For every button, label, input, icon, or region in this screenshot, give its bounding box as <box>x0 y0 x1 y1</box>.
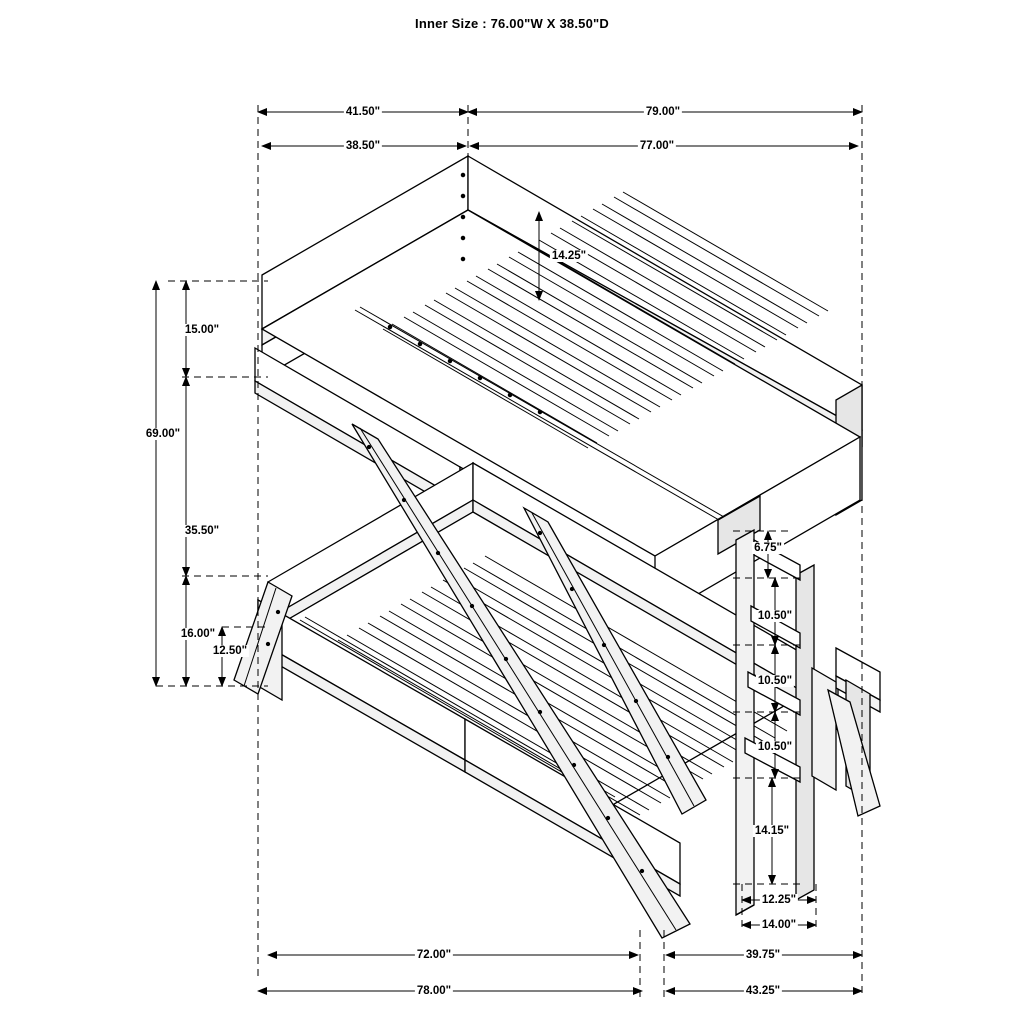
dimension-label-38-50: 38.50" <box>345 140 381 152</box>
dimension-label-15-00: 15.00" <box>184 324 220 336</box>
dimension-label-43-25: 43.25" <box>745 985 781 997</box>
dimension-label-14-00: 14.00" <box>761 919 797 931</box>
dimension-label-12-50: 12.50" <box>212 645 248 657</box>
dimension-label-14-15: 14.15" <box>754 825 790 837</box>
dimension-label-77-00: 77.00" <box>639 140 675 152</box>
dimension-label-10-50-b: 10.50" <box>757 675 793 687</box>
dimension-label-69-00: 69.00" <box>145 428 181 440</box>
dimension-label-10-50-c: 10.50" <box>757 741 793 753</box>
dimension-label-78-00: 78.00" <box>416 985 452 997</box>
dimension-label-10-50-a: 10.50" <box>757 610 793 622</box>
dimension-label-14-25: 14.25" <box>551 250 587 262</box>
page-title: Inner Size : 76.00"W X 38.50"D <box>415 16 609 31</box>
dimension-label-16-00: 16.00" <box>180 628 216 640</box>
dimension-label-79-00: 79.00" <box>645 106 681 118</box>
dimension-label-35-50: 35.50" <box>184 525 220 537</box>
dimension-label-72-00: 72.00" <box>416 949 452 961</box>
dimension-label-41-50: 41.50" <box>345 106 381 118</box>
dimension-label-12-25: 12.25" <box>761 894 797 906</box>
dimension-label-6-75: 6.75" <box>754 542 782 554</box>
dimension-label-39-75: 39.75" <box>745 949 781 961</box>
